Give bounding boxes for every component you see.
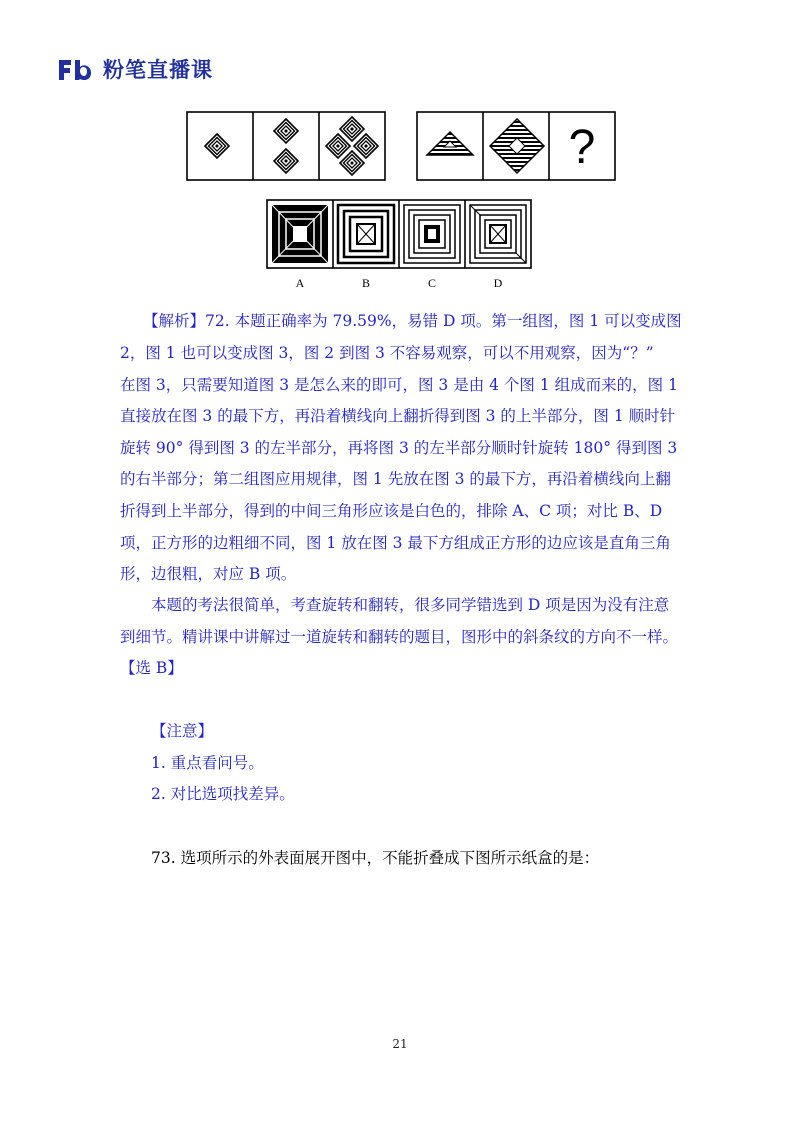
option-d-figure: [470, 205, 526, 263]
question-73-text: 73. 选项所示的外表面展开图中，不能折叠成下图所示纸盒的是：: [151, 849, 600, 867]
question-73: [151, 843, 691, 875]
analysis-paragraph: [143, 306, 688, 338]
fb-logo-icon: [57, 56, 97, 82]
left-fig-3: [326, 117, 378, 175]
analysis-line: 形，边很粗，对应 B 项。: [120, 565, 297, 584]
note-line: 本题的考法很简单，考查旋转和翻转，很多同学错选到 D 项是因为没有注意: [151, 596, 670, 614]
note-line: 到细节。精讲课中讲解过一道旋转和翻转的题目，图形中的斜条纹的方向不一样。: [120, 627, 679, 646]
left-fig-2: [274, 119, 298, 173]
analysis-paragraph-body: [120, 338, 685, 591]
option-label-c: C: [427, 276, 437, 290]
analysis-line: 在图 3，只需要知道图 3 是怎么来的即可，图 3 是由 4 个图 1 组成而来的，图 1: [120, 375, 678, 394]
analysis-line: 【解析】72. 本题正确率为 79.59%，易错 D 项。第一组图，图 1 可以变成图: [143, 312, 682, 330]
brand-logo: [57, 55, 213, 83]
analysis-line: 2，图 1 也可以变成图 3，图 2 到图 3 不容易观察，可以不用观察，因为“？”: [120, 344, 654, 362]
page-number: 21: [392, 1037, 408, 1051]
attention-item: 1. 重点看问号。: [151, 753, 264, 772]
analysis-line: 项，正方形的边粗细不同，图 1 放在图 3 最下方组成正方形的边应该是直角三角: [120, 533, 671, 552]
attention-title: 【注意】: [151, 722, 214, 740]
analysis-line: 旋转 90° 得到图 3 的左半部分，再将图 3 的左半部分顺时针旋转 180° 得到图 3: [120, 438, 678, 457]
right-fig-2: [490, 119, 544, 173]
option-c-figure: [404, 205, 460, 263]
answer-label: 【选 B】: [120, 659, 183, 678]
option-b-figure: [338, 205, 394, 263]
right-fig-1: [427, 132, 473, 155]
option-a-figure: [272, 205, 328, 263]
question-figure: [0, 105, 800, 295]
attention-item: 2. 对比选项找差异。: [151, 785, 295, 804]
analysis-line: 的右半部分；第二组图应用规律，图 1 先放在图 3 的最下方，再沿着横线向上翻: [120, 470, 671, 489]
analysis-line: 折得到上半部分，得到的中间三角形应该是白色的，排除 A、C 项；对比 B、D: [120, 501, 663, 520]
attention-section: [151, 716, 551, 811]
option-label-b: B: [361, 276, 371, 290]
brand-name: 粉笔直播课: [103, 58, 213, 82]
left-fig-1: [205, 134, 229, 158]
option-label-a: A: [295, 276, 305, 290]
note-paragraph: [120, 590, 685, 685]
analysis-line: 直接放在图 3 的最下方，再沿着横线向上翻折得到图 3 的上半部分，图 1 顺时针: [120, 407, 676, 426]
question-mark: ?: [568, 121, 596, 174]
option-label-d: D: [493, 276, 503, 290]
